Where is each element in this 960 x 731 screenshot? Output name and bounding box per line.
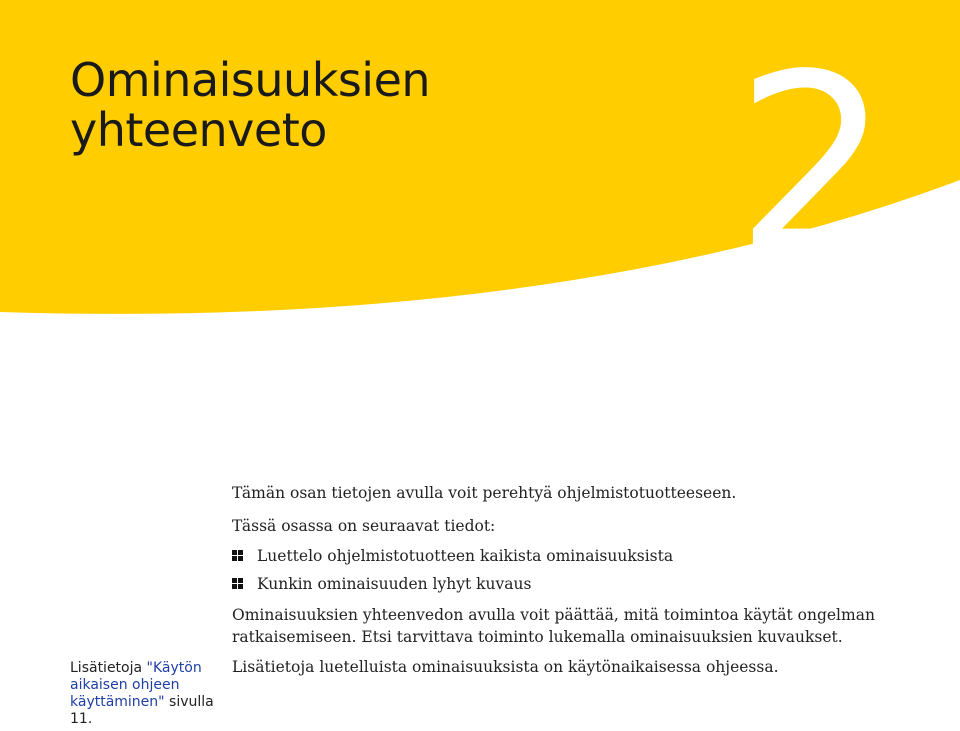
list-item-text: Kunkin ominaisuuden lyhyt kuvaus [257, 575, 532, 593]
chapter-number: 2 [735, 22, 891, 307]
chapter-body [232, 482, 922, 678]
sidenote-prefix: Lisätietoja [70, 660, 147, 676]
bullet-list [232, 542, 922, 598]
help-usage-link[interactable]: "Käytön aikaisen ohjeen käyttäminen" [70, 660, 202, 710]
chapter-title-line1: Ominaisuuksien [70, 53, 431, 107]
sidenote [70, 660, 220, 728]
summary-paragraph: Ominaisuuksien yhteenvedon avulla voit päättää, mitä toimintoa käytät ongelman ratkaisemiseen. Etsi tarvittava toiminto lukemalla ominaisuuksien kuvaukset. [232, 606, 875, 646]
bullet-icon [232, 550, 243, 561]
list-item [232, 542, 922, 570]
intro-text: Tämän osan tietojen avulla voit perehtyä ohjelmistotuotteeseen. [232, 484, 737, 502]
more-info-paragraph: Lisätietoja luetelluista ominaisuuksista on käytönaikaisessa ohjeessa. [232, 658, 779, 676]
chapter-title [70, 55, 430, 155]
lead-text: Tässä osassa on seuraavat tiedot: [232, 517, 496, 535]
chapter-title-line2: yhteenveto [70, 103, 327, 157]
list-item-text: Luettelo ohjelmistotuotteen kaikista ominaisuuksista [257, 547, 674, 565]
list-item [232, 570, 922, 598]
sidenote-suffix: sivulla 11. [70, 694, 214, 727]
bullet-icon [232, 578, 243, 589]
